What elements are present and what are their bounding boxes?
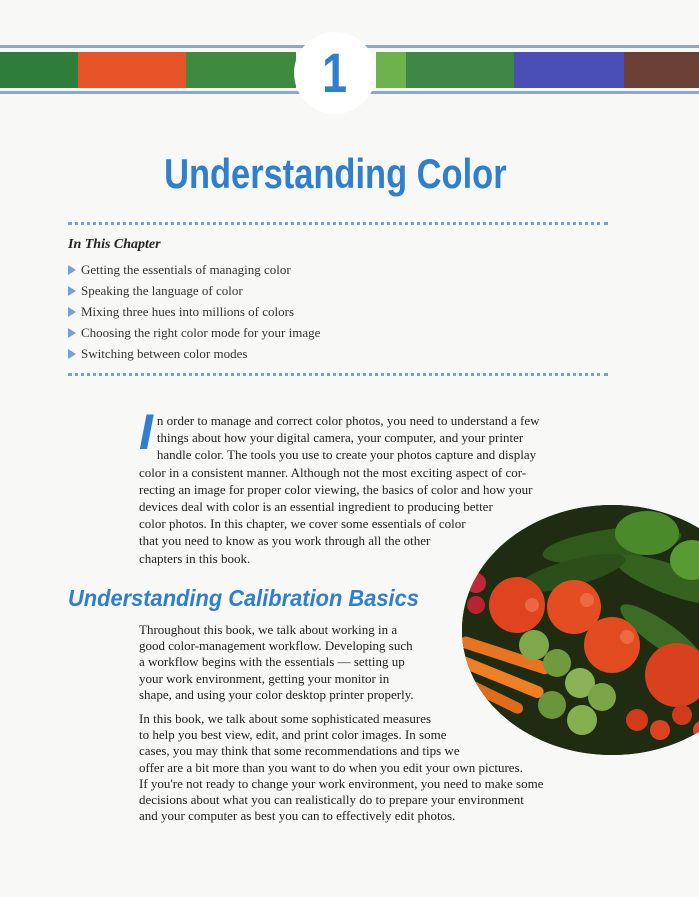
triangle-bullet-icon bbox=[68, 307, 76, 317]
text-line: things about how your digital camera, your computer, and your printer bbox=[156, 430, 524, 446]
triangle-bullet-icon bbox=[68, 265, 76, 275]
text-line: decisions about what you can realistically do to prepare your environment bbox=[139, 792, 524, 808]
text-line: a workflow begins with the essentials — setting up bbox=[139, 654, 405, 670]
band-segment-2 bbox=[78, 52, 186, 88]
band-segment-5 bbox=[406, 52, 514, 88]
band-segment-6 bbox=[514, 52, 624, 88]
band-segment-7 bbox=[624, 52, 699, 88]
triangle-bullet-icon bbox=[68, 328, 76, 338]
list-item bbox=[68, 280, 320, 301]
text-line: In this book, we talk about some sophisticated measures bbox=[139, 711, 432, 726]
text-line: and your computer as best you can to effectively edit photos. bbox=[139, 808, 456, 824]
drop-cap: I bbox=[139, 404, 153, 460]
section-heading: Understanding Calibration Basics bbox=[68, 585, 419, 611]
text-line: good color-management workflow. Developing such bbox=[139, 638, 413, 654]
text-line: your work environment, getting your monitor in bbox=[139, 670, 390, 686]
text-line: If you're not ready to change your work environment, you need to make some bbox=[139, 775, 544, 791]
band-segment-1 bbox=[0, 52, 78, 88]
chapter-topics-list bbox=[68, 259, 320, 364]
topic-text: Mixing three hues into millions of colors bbox=[81, 304, 295, 319]
in-this-chapter-heading: In This Chapter bbox=[68, 237, 161, 252]
section-paragraph-1 bbox=[139, 622, 414, 703]
triangle-bullet-icon bbox=[68, 286, 76, 296]
chapter-title: Understanding Color bbox=[164, 150, 507, 197]
dotted-divider-bottom bbox=[68, 373, 608, 376]
text-line: recting an image for proper color viewing, the basics of color and how your bbox=[139, 481, 533, 497]
text-line: handle color. The tools you use to create your photos capture and display bbox=[156, 447, 537, 463]
chapter-number: 1 bbox=[322, 41, 348, 104]
topic-text: Switching between color modes bbox=[81, 346, 248, 361]
text-line: n order to manage and correct color photos, you need to understand a few bbox=[156, 413, 540, 428]
topic-text: Speaking the language of color bbox=[81, 283, 243, 298]
text-line: cases, you may think that some recommendations and tips we bbox=[139, 743, 460, 759]
text-line: offer are a bit more than you want to do when you edit your own pictures. bbox=[139, 759, 523, 775]
topic-text: Choosing the right color mode for your image bbox=[81, 325, 321, 340]
list-item bbox=[68, 343, 320, 364]
band-segment-3 bbox=[186, 52, 296, 88]
list-item bbox=[68, 301, 320, 322]
dotted-divider-top bbox=[68, 222, 608, 225]
text-line: color photos. In this chapter, we cover some essentials of color bbox=[139, 516, 466, 532]
list-item bbox=[68, 259, 320, 280]
text-line: that you need to know as you work through all the other bbox=[139, 533, 431, 549]
list-item bbox=[68, 322, 320, 343]
topic-text: Getting the essentials of managing color bbox=[81, 262, 291, 277]
text-line: devices deal with color is an essential ingredient to producing better bbox=[139, 499, 493, 515]
text-line: chapters in this book. bbox=[139, 550, 251, 566]
band-segment-4 bbox=[376, 52, 406, 88]
text-line: color in a consistent manner. Although not the most exciting aspect of cor- bbox=[139, 464, 527, 480]
triangle-bullet-icon bbox=[68, 349, 76, 359]
section-paragraph-2 bbox=[139, 711, 544, 824]
text-line: to help you best view, edit, and print color images. In some bbox=[139, 727, 447, 743]
text-line: shape, and using your color desktop printer properly. bbox=[139, 686, 414, 702]
text-line: Throughout this book, we talk about working in a bbox=[139, 622, 398, 637]
chapter-number-badge bbox=[294, 32, 376, 114]
intro-paragraph bbox=[139, 404, 609, 567]
